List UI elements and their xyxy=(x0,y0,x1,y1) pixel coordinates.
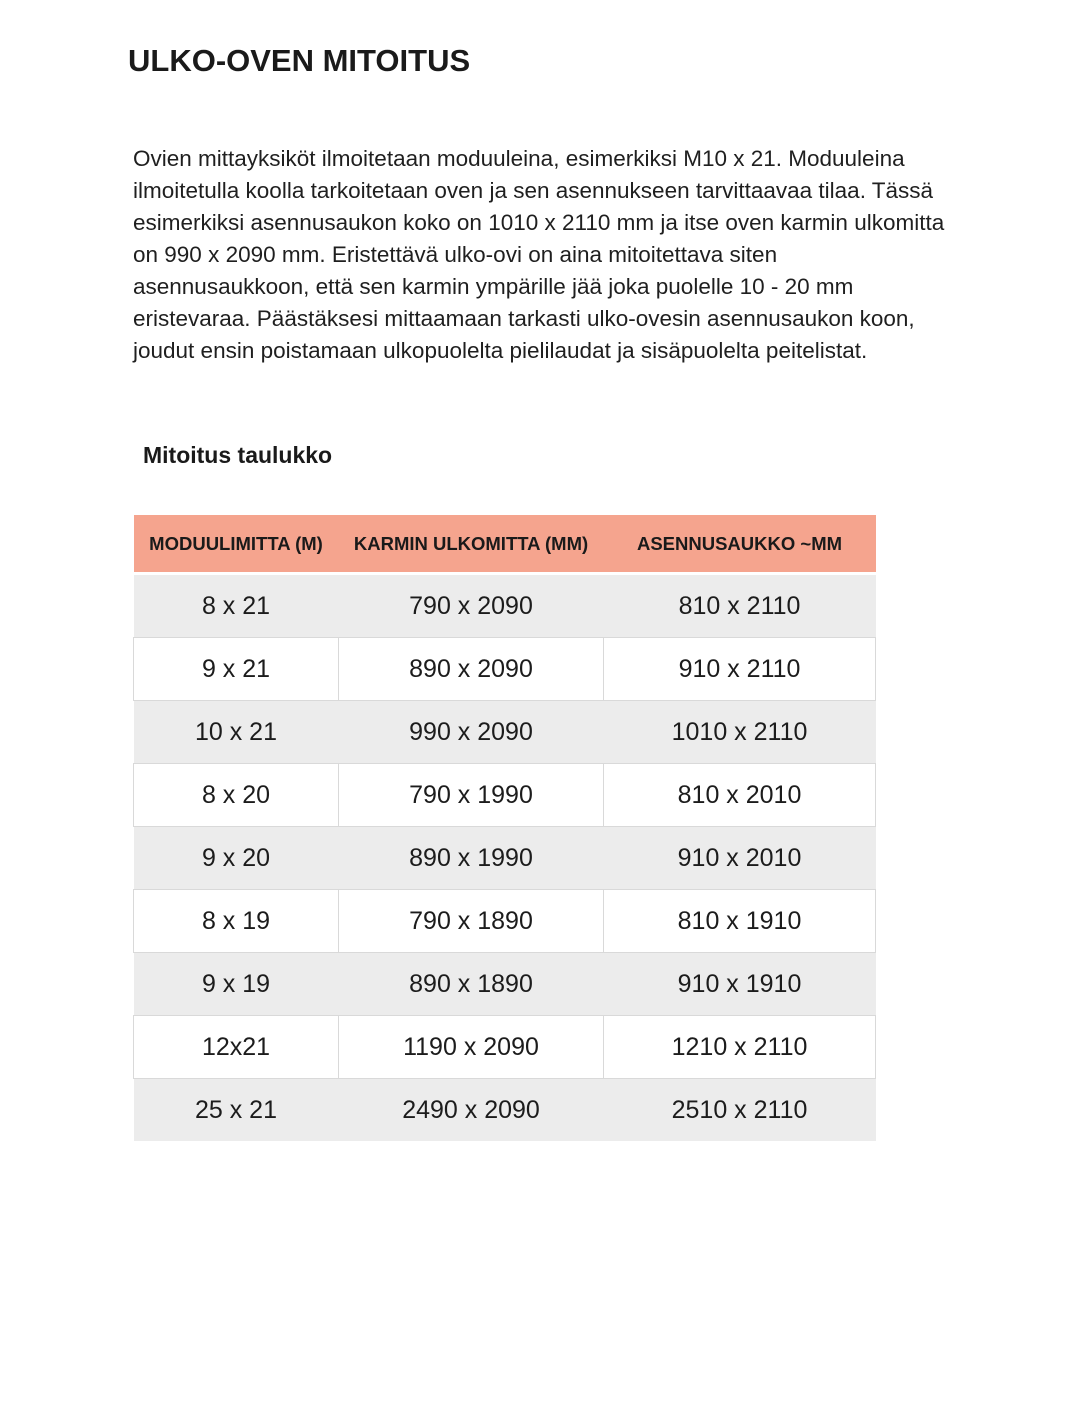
cell-frame-size: 1190 x 2090 xyxy=(339,1016,604,1079)
sizing-table xyxy=(133,515,876,1141)
paragraph-line: Ovien mittayksiköt ilmoitetaan moduuleina, esimerkiksi M10 x 21. Moduuleina xyxy=(133,146,905,171)
table-row xyxy=(134,701,876,764)
paragraph-line: on 990 x 2090 mm. Eristettävä ulko-ovi on aina mitoitettava siten xyxy=(133,242,778,267)
table-header-row xyxy=(134,515,876,574)
table-row xyxy=(134,638,876,701)
cell-frame-size: 890 x 1890 xyxy=(339,953,604,1016)
cell-module-size: 10 x 21 xyxy=(134,701,339,764)
cell-frame-size: 790 x 2090 xyxy=(339,574,604,638)
paragraph-line: asennusaukkoon, että sen karmin ympärille jää joka puolelle 10 - 20 mm xyxy=(133,274,854,299)
cell-opening-size: 810 x 2010 xyxy=(604,764,876,827)
table-row xyxy=(134,764,876,827)
table-heading: Mitoitus taulukko xyxy=(143,442,333,468)
table-row xyxy=(134,1016,876,1079)
cell-module-size: 8 x 20 xyxy=(134,764,339,827)
cell-opening-size: 910 x 2110 xyxy=(604,638,876,701)
cell-module-size: 8 x 19 xyxy=(134,890,339,953)
column-header-karmin-ulkomitta: KARMIN ULKOMITTA (MM) xyxy=(339,515,604,574)
table-row xyxy=(134,827,876,890)
table-row xyxy=(134,1079,876,1142)
cell-module-size: 9 x 19 xyxy=(134,953,339,1016)
cell-frame-size: 790 x 1890 xyxy=(339,890,604,953)
intro-paragraph xyxy=(133,143,944,367)
cell-opening-size: 1210 x 2110 xyxy=(604,1016,876,1079)
cell-opening-size: 910 x 1910 xyxy=(604,953,876,1016)
cell-opening-size: 910 x 2010 xyxy=(604,827,876,890)
cell-frame-size: 990 x 2090 xyxy=(339,701,604,764)
cell-frame-size: 890 x 2090 xyxy=(339,638,604,701)
column-header-asennusaukko: ASENNUSAUKKO ~MM xyxy=(604,515,876,574)
cell-frame-size: 2490 x 2090 xyxy=(339,1079,604,1142)
cell-module-size: 25 x 21 xyxy=(134,1079,339,1142)
cell-opening-size: 2510 x 2110 xyxy=(604,1079,876,1142)
cell-opening-size: 1010 x 2110 xyxy=(604,701,876,764)
column-header-moduulimitta: MODUULIMITTA (M) xyxy=(134,515,339,574)
table-row xyxy=(134,574,876,638)
cell-frame-size: 890 x 1990 xyxy=(339,827,604,890)
cell-opening-size: 810 x 2110 xyxy=(604,574,876,638)
cell-frame-size: 790 x 1990 xyxy=(339,764,604,827)
paragraph-line: esimerkiksi asennusaukon koko on 1010 x 2110 mm ja itse oven karmin ulkomitta xyxy=(133,210,945,235)
cell-opening-size: 810 x 1910 xyxy=(604,890,876,953)
cell-module-size: 12x21 xyxy=(134,1016,339,1079)
table-row xyxy=(134,953,876,1016)
cell-module-size: 9 x 21 xyxy=(134,638,339,701)
paragraph-line: eristevaraa. Päästäksesi mittaamaan tarkasti ulko-ovesin asennusaukon koon, xyxy=(133,306,915,331)
page-title: ULKO-OVEN MITOITUS xyxy=(128,43,471,78)
table-row xyxy=(134,890,876,953)
cell-module-size: 9 x 20 xyxy=(134,827,339,890)
paragraph-line: ilmoitetulla koolla tarkoitetaan oven ja sen asennukseen tarvittaavaa tilaa. Tässä xyxy=(133,178,934,203)
paragraph-line: joudut ensin poistamaan ulkopuolelta pielilaudat ja sisäpuolelta peitelistat. xyxy=(133,338,868,363)
cell-module-size: 8 x 21 xyxy=(134,574,339,638)
